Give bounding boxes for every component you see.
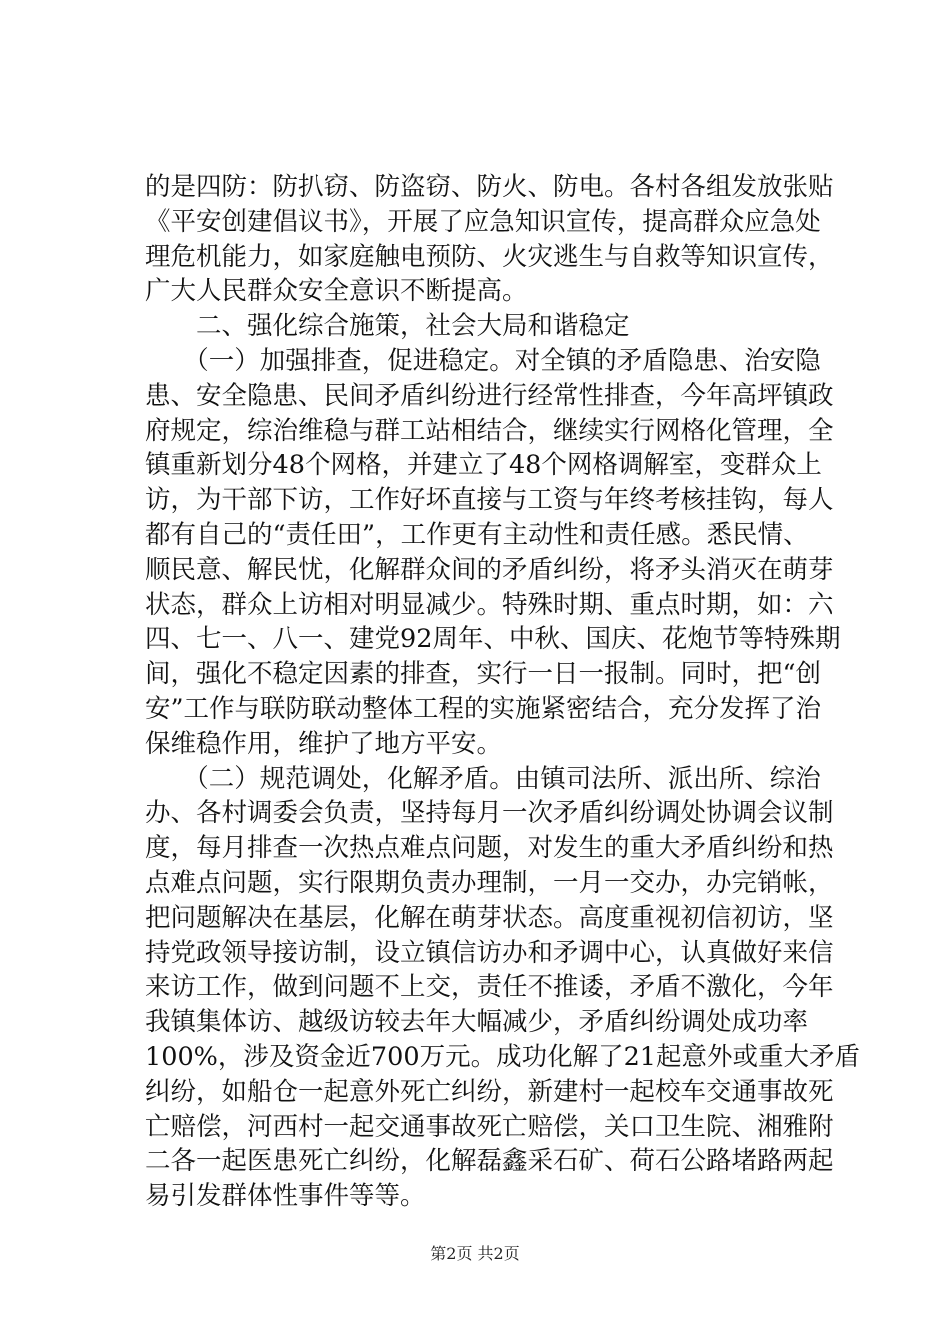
- text-line: （一）加强排查，促进稳定。对全镇的矛盾隐患、治安隐: [145, 345, 821, 376]
- text-line: 来访工作，做到问题不上交，责任不推诿，矛盾不激化，今年: [145, 972, 834, 1003]
- text-line: 易引发群体性事件等等。: [145, 1181, 426, 1212]
- text-line: 保维稳作用，维护了地方平安。: [145, 728, 503, 759]
- text-line: 都有自己的“责任田”，工作更有主动性和责任感。悉民情、: [145, 519, 809, 550]
- text-line: （二）规范调处，化解矛盾。由镇司法所、派出所、综治: [145, 763, 821, 794]
- text-line: 办、各村调委会负责，坚持每月一次矛盾纠纷调处协调会议制: [145, 798, 834, 829]
- text-line: 纠纷，如船仓一起意外死亡纠纷，新建村一起校车交通事故死: [145, 1076, 834, 1107]
- text-line: 状态，群众上访相对明显减少。特殊时期、重点时期，如：六: [145, 589, 834, 620]
- text-line: 访，为干部下访，工作好坏直接与工资与年终考核挂钩，每人: [145, 485, 834, 516]
- text-line: 患、安全隐患、民间矛盾纠纷进行经常性排查，今年高坪镇政: [145, 380, 834, 411]
- text-line: 间，强化不稳定因素的排查，实行一日一报制。同时，把“创: [145, 659, 822, 690]
- page-number-label: 第2页 共2页: [430, 1244, 520, 1263]
- text-line: 四、七一、八一、建党92周年、中秋、国庆、花炮节等特殊期: [145, 624, 841, 655]
- text-line: 二各一起医患死亡纠纷，化解磊鑫采石矿、荷石公路堵路两起: [145, 1146, 834, 1177]
- text-line: 理危机能力，如家庭触电预防、火灾逃生与自救等知识宣传，: [145, 241, 834, 272]
- text-line: 的是四防：防扒窃、防盗窃、防火、防电。各村各组发放张贴: [145, 172, 834, 202]
- text-line: 安”工作与联防联动整体工程的实施紧密结合，充分发挥了治: [145, 693, 822, 724]
- page-footer: [0, 1243, 950, 1265]
- text-line: 把问题解决在基层，化解在萌芽状态。高度重视初信初访，坚: [145, 902, 834, 933]
- text-line: 广大人民群众安全意识不断提高。: [145, 276, 528, 307]
- text-line: 《平安创建倡议书》，开展了应急知识宣传，提高群众应急处: [145, 206, 821, 237]
- text-line: 点难点问题，实行限期负责办理制，一月一交办，办完销帐，: [145, 867, 834, 898]
- text-line: 我镇集体访、越级访较去年大幅减少，矛盾纠纷调处成功率: [145, 1007, 809, 1038]
- text-line: 持党政领导接访制，设立镇信访办和矛调中心，认真做好来信: [145, 937, 834, 968]
- document-body: [145, 170, 861, 1214]
- text-line: 顺民意、解民忧，化解群众间的矛盾纠纷，将矛头消灭在萌芽: [145, 554, 834, 585]
- section-heading: 二、强化综合施策，社会大局和谐稳定: [145, 311, 630, 342]
- text-line: 亡赔偿，河西村一起交通事故死亡赔偿，关口卫生院、湘雅附: [145, 1111, 834, 1142]
- text-line: 100%，涉及资金近700万元。成功化解了21起意外或重大矛盾: [145, 1041, 861, 1072]
- text-line: 府规定，综治维稳与群工站相结合，继续实行网格化管理，全: [145, 415, 834, 446]
- text-line: 镇重新划分48个网格，并建立了48个网格调解室，变群众上: [145, 450, 822, 481]
- text-line: 度，每月排查一次热点难点问题，对发生的重大矛盾纠纷和热: [145, 833, 834, 864]
